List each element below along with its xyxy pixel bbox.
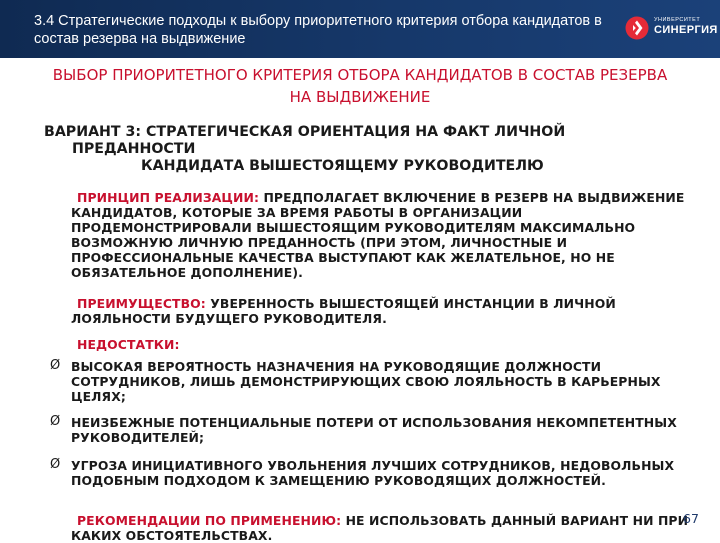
slide-title: 3.4 Стратегические подходы к выбору приоритетного критерия отбора кандидатов в состав резерва на выдвижение: [34, 13, 602, 47]
logo-text: [654, 17, 718, 37]
principle-paragraph: [71, 190, 696, 280]
synergy-logo-icon: [625, 16, 649, 40]
drawback-item: УГРОЗА ИНИЦИАТИВНОГО УВОЛЬНЕНИЯ ЛУЧШИХ СОТРУДНИКОВ, НЕДОВОЛЬНЫХ ПОДОБНЫМ ПОДХОДОМ К ЗАМЕЩЕНИЮ РУКОВОДЯЩИХ ДОЛЖНОСТЕЙ.: [71, 458, 675, 488]
bullet-arrow-icon: Ø: [50, 457, 61, 472]
drawback-item: НЕИЗБЕЖНЫЕ ПОТЕНЦИАЛЬНЫЕ ПОТЕРИ ОТ ИСПОЛЬЗОВАНИЯ НЕКОМПЕТЕНТНЫХ РУКОВОДИТЕЛЕЙ;: [71, 415, 677, 445]
variant-line-1: ВАРИАНТ 3: СТРАТЕГИЧЕСКАЯ ОРИЕНТАЦИЯ НА ФАКТ ЛИЧНОЙ: [44, 124, 566, 140]
variant-line-2: ПРЕДАННОСТИ: [72, 141, 196, 157]
principle-label: ПРИНЦИП РЕАЛИЗАЦИИ:: [77, 190, 260, 205]
variant-heading: [44, 124, 644, 175]
logo-university-label: УНИВЕРСИТЕТ: [654, 17, 701, 23]
main-heading: ВЫБОР ПРИОРИТЕТНОГО КРИТЕРИЯ ОТБОРА КАНДИДАТОВ В СОСТАВ РЕЗЕРВА НА ВЫДВИЖЕНИЕ: [52, 66, 668, 106]
variant-line-3: КАНДИДАТА ВЫШЕСТОЯЩЕМУ РУКОВОДИТЕЛЮ: [141, 158, 544, 174]
drawbacks-paragraph: [71, 337, 696, 352]
advantage-label: ПРЕИМУЩЕСТВО:: [77, 296, 206, 311]
page-number: 67: [683, 511, 699, 526]
advantage-paragraph: [71, 296, 696, 326]
drawbacks-label: НЕДОСТАТКИ:: [77, 337, 180, 352]
bullet-arrow-icon: Ø: [50, 358, 61, 373]
recommendation-text: НЕ ИСПОЛЬЗОВАТЬ ДАННЫЙ ВАРИАНТ НИ ПРИ КАКИХ ОБСТОЯТЕЛЬСТВАХ.: [71, 513, 689, 543]
recommendation-label: РЕКОМЕНДАЦИИ ПО ПРИМЕНЕНИЮ:: [77, 513, 342, 528]
advantage-text: УВЕРЕННОСТЬ ВЫШЕСТОЯЩЕЙ ИНСТАНЦИИ В ЛИЧНОЙ ЛОЯЛЬНОСТИ БУДУЩЕГО РУКОВОДИТЕЛЯ.: [71, 296, 616, 326]
logo-synergy-label: СИНЕРГИЯ: [654, 24, 718, 36]
recommendation-paragraph: [71, 513, 696, 543]
principle-text: ПРЕДПОЛАГАЕТ ВКЛЮЧЕНИЕ В РЕЗЕРВ НА ВЫДВИЖЕНИЕ КАНДИДАТОВ, КОТОРЫЕ ЗА ВРЕМЯ РАБОТЫ В ОРГАНИЗАЦИИ ПРОДЕМОНСТРИРОВАЛИ ВЫШЕСТОЯЩИМ РУКОВОДИТЕЛЯМ МАКСИМАЛЬНО ВОЗМОЖНУЮ ЛИЧНУЮ ПРЕДАННОСТЬ (ПРИ ЭТОМ, ЛИЧНОСТНЫЕ И ПРОФЕССИОНАЛЬНЫЕ КАЧЕСТВА ВЫСТУПАЮТ КАК ЖЕЛАТЕЛЬНОЕ, НО НЕ ОБЯЗАТЕЛЬНОЕ ДОПОЛНЕНИЕ).: [71, 190, 685, 280]
drawback-item: ВЫСОКАЯ ВЕРОЯТНОСТЬ НАЗНАЧЕНИЯ НА РУКОВОДЯЩИЕ ДОЛЖНОСТИ СОТРУДНИКОВ, ЛИШЬ ДЕМОНСТРИРУЮЩИХ СВОЮ ЛОЯЛЬНОСТЬ В КАРЬЕРНЫХ ЦЕЛЯХ;: [71, 359, 661, 404]
bullet-arrow-icon: Ø: [50, 414, 61, 429]
header-bar: [0, 0, 720, 58]
